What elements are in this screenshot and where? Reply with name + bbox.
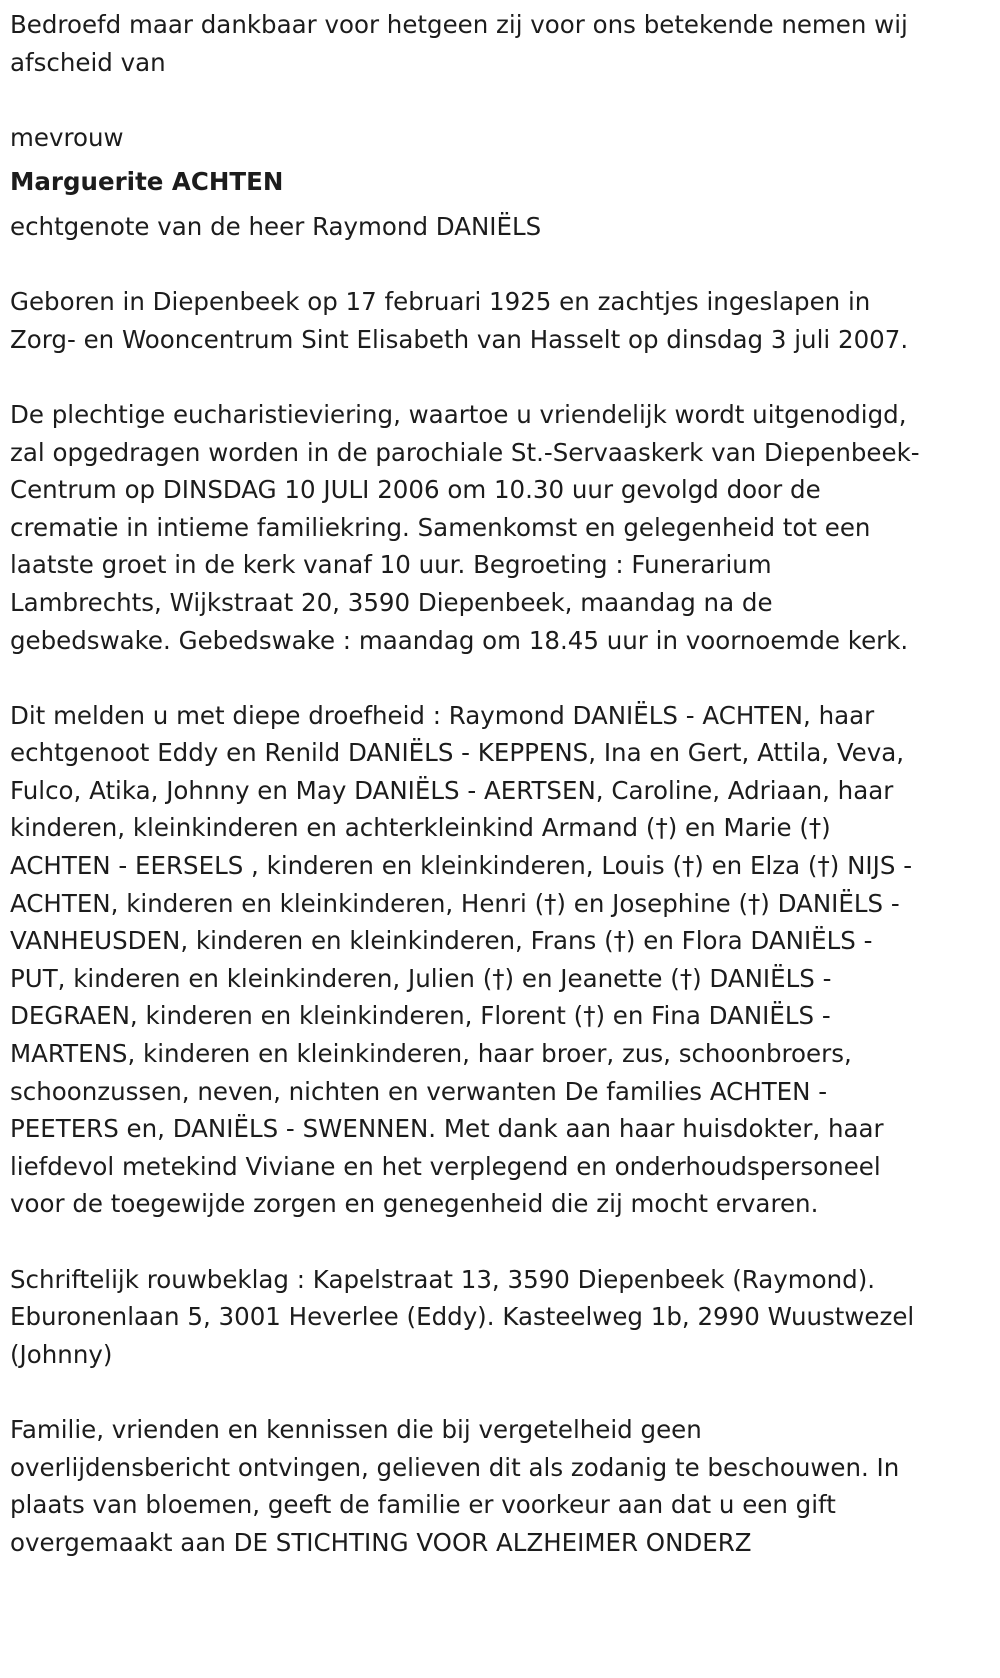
family-paragraph bbox=[10, 697, 995, 1223]
text-line: De plechtige eucharistieviering, waartoe u vriendelijk wordt uitgenodigd, bbox=[10, 399, 907, 429]
text-line: Centrum op DINSDAG 10 JULI 2006 om 10.30 uur gevolgd door de bbox=[10, 475, 821, 505]
text-line: Lambrechts, Wijkstraat 20, 3590 Diepenbeek, maandag na de bbox=[10, 587, 773, 617]
text-line: Bedroefd maar dankbaar voor hetgeen zij voor ons betekende nemen wij bbox=[10, 10, 908, 39]
text-line: Geboren in Diepenbeek op 17 februari 1925 en zachtjes ingeslapen in bbox=[10, 287, 871, 317]
text-line: crematie in intieme familiekring. Samenkomst en gelegenheid tot een bbox=[10, 512, 871, 542]
name-block bbox=[10, 119, 995, 246]
text-line: plaats van bloemen, geeft de familie er voorkeur aan dat u een gift bbox=[10, 1490, 836, 1520]
text-line: Dit melden u met diepe droefheid : Raymond DANIËLS - ACHTEN, haar bbox=[10, 700, 875, 730]
text-line: liefdevol metekind Viviane en het verplegend en onderhoudspersoneel bbox=[10, 1151, 881, 1181]
text-line: gebedswake. Gebedswake : maandag om 18.45 uur in voornoemde kerk. bbox=[10, 625, 909, 655]
text-line: Schriftelijk rouwbeklag : Kapelstraat 13, 3590 Diepenbeek (Raymond). bbox=[10, 1264, 876, 1294]
text-line: PEETERS en, DANIËLS - SWENNEN. Met dank aan haar huisdokter, haar bbox=[10, 1114, 884, 1144]
condolence-paragraph bbox=[10, 1261, 995, 1374]
text-line: MARTENS, kinderen en kleinkinderen, haar broer, zus, schoonbroers, bbox=[10, 1039, 852, 1069]
text-line: DEGRAEN, kinderen en kleinkinderen, Florent (†) en Fina DANIËLS - bbox=[10, 1001, 831, 1031]
obituary-text bbox=[10, 6, 995, 1599]
text-line: voor de toegewijde zorgen en genegenheid die zij mocht ervaren. bbox=[10, 1189, 819, 1219]
closing-paragraph bbox=[10, 1411, 995, 1561]
text-line: ACHTEN - EERSELS , kinderen en kleinkinderen, Louis (†) en Elza (†) NIJS - bbox=[10, 851, 913, 881]
intro-paragraph bbox=[10, 6, 995, 81]
text-line: kinderen, kleinkinderen en achterkleinkind Armand (†) en Marie (†) bbox=[10, 813, 831, 843]
deceased-name: Marguerite ACHTEN bbox=[10, 167, 284, 197]
text-line: Familie, vrienden en kennissen die bij vergetelheid geen bbox=[10, 1414, 702, 1444]
text-line: PUT, kinderen en kleinkinderen, Julien (†) en Jeanette (†) DANIËLS - bbox=[10, 963, 832, 993]
text-line: (Johnny) bbox=[10, 1339, 113, 1369]
salutation: mevrouw bbox=[10, 122, 124, 152]
text-line: afscheid van bbox=[10, 47, 166, 77]
text-line: Eburonenlaan 5, 3001 Heverlee (Eddy). Kasteelweg 1b, 2990 Wuustwezel bbox=[10, 1302, 915, 1332]
text-line: schoonzussen, neven, nichten en verwanten De families ACHTEN - bbox=[10, 1076, 828, 1106]
text-line: zal opgedragen worden in de parochiale St.-Servaaskerk van Diepenbeek- bbox=[10, 437, 920, 467]
text-line: Zorg- en Wooncentrum Sint Elisabeth van Hasselt op dinsdag 3 juli 2007. bbox=[10, 324, 909, 354]
text-line: overgemaakt aan DE STICHTING VOOR ALZHEIMER ONDERZ bbox=[10, 1527, 752, 1557]
text-line: laatste groet in de kerk vanaf 10 uur. Begroeting : Funerarium bbox=[10, 550, 772, 580]
text-line: echtgenoot Eddy en Renild DANIËLS - KEPPENS, Ina en Gert, Attila, Veva, bbox=[10, 738, 905, 768]
birth-death-paragraph bbox=[10, 283, 995, 358]
text-line: overlijdensbericht ontvingen, gelieven dit als zodanig te beschouwen. In bbox=[10, 1452, 900, 1482]
ceremony-paragraph bbox=[10, 396, 995, 659]
text-line: ACHTEN, kinderen en kleinkinderen, Henri (†) en Josephine (†) DANIËLS - bbox=[10, 888, 900, 918]
spouse-line: echtgenote van de heer Raymond DANIËLS bbox=[10, 211, 542, 241]
text-line: Fulco, Atika, Johnny en May DANIËLS - AERTSEN, Caroline, Adriaan, haar bbox=[10, 775, 894, 805]
text-line: VANHEUSDEN, kinderen en kleinkinderen, Frans (†) en Flora DANIËLS - bbox=[10, 926, 873, 956]
